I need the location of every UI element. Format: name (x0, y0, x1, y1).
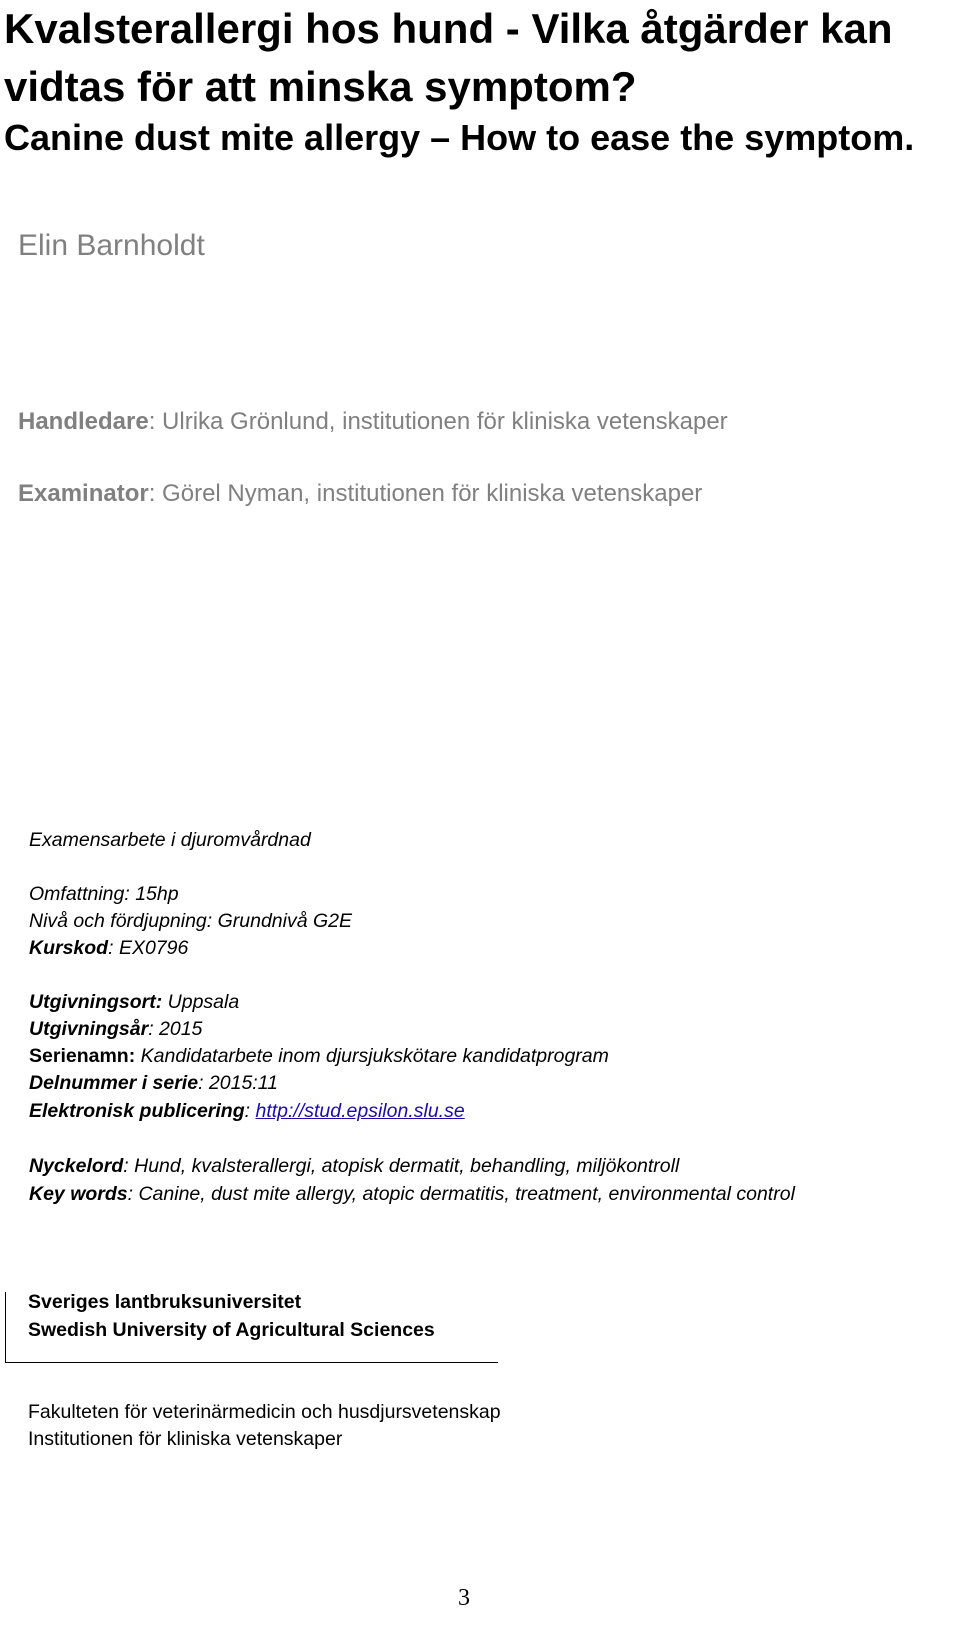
examiner-line (18, 478, 702, 510)
series-name-line (29, 1042, 609, 1070)
department-name: Institutionen för kliniska vetenskaper (28, 1428, 343, 1450)
publication-year-line (29, 1015, 202, 1043)
keywords-swedish-line (29, 1152, 679, 1180)
series-part-line (29, 1069, 278, 1097)
course-code-line (29, 934, 188, 962)
page-number: 3 (458, 1585, 470, 1611)
series-part-value: : 2015:11 (198, 1072, 278, 1094)
supervisor-label: Handledare (18, 408, 149, 435)
publication-place-label: Utgivningsort: (29, 991, 163, 1013)
supervisor-value: : Ulrika Grönlund, institutionen för kliniska vetenskaper (148, 408, 728, 435)
keywords-english-line (29, 1180, 795, 1208)
author-name: Elin Barnholdt (18, 229, 205, 262)
series-part-label: Delnummer i serie (29, 1072, 199, 1094)
electronic-publication-separator: : (244, 1100, 256, 1122)
publication-place-line (29, 988, 239, 1016)
keywords-swedish-label: Nyckelord (29, 1155, 124, 1177)
university-name-english: Swedish University of Agricultural Sciences (28, 1319, 435, 1341)
thesis-scope: Omfattning: 15hp (29, 883, 179, 905)
thesis-type: Examensarbete i djuromvårdnad (29, 829, 311, 851)
examiner-label: Examinator (18, 480, 149, 507)
keywords-english-value: : Canine, dust mite allergy, atopic dermatitis, treatment, environmental control (127, 1183, 795, 1205)
electronic-publication-label: Elektronisk publicering (29, 1100, 245, 1122)
thesis-level: Nivå och fördjupning: Grundnivå G2E (29, 910, 353, 932)
university-name-swedish: Sveriges lantbruksuniversitet (28, 1291, 302, 1313)
publication-year-value: : 2015 (148, 1018, 203, 1040)
keywords-swedish-value: : Hund, kvalsterallergi, atopisk dermatit, behandling, miljökontroll (123, 1155, 680, 1177)
supervisor-line (18, 406, 728, 438)
publication-year-label: Utgivningsår (29, 1018, 149, 1040)
electronic-publication-line (29, 1097, 465, 1125)
examiner-value: : Görel Nyman, institutionen för kliniska vetenskaper (148, 480, 703, 507)
faculty-name: Fakulteten för veterinärmedicin och husdjursvetenskap (28, 1401, 501, 1423)
keywords-english-label: Key words (29, 1183, 128, 1205)
title-english: Canine dust mite allergy – How to ease the symptom. (4, 117, 915, 158)
title-swedish: Kvalsterallergi hos hund - Vilka åtgärder kan vidtas för att minska symptom? (4, 5, 893, 110)
electronic-publication-link[interactable]: http://stud.epsilon.slu.se (255, 1100, 465, 1122)
series-name-value: Kandidatarbete inom djursjukskötare kandidatprogram (135, 1045, 609, 1067)
publication-place-value: Uppsala (162, 991, 240, 1013)
course-code-label: Kurskod (29, 937, 109, 959)
series-name-label: Serienamn: (29, 1045, 136, 1067)
course-code-value: : EX0796 (108, 937, 189, 959)
